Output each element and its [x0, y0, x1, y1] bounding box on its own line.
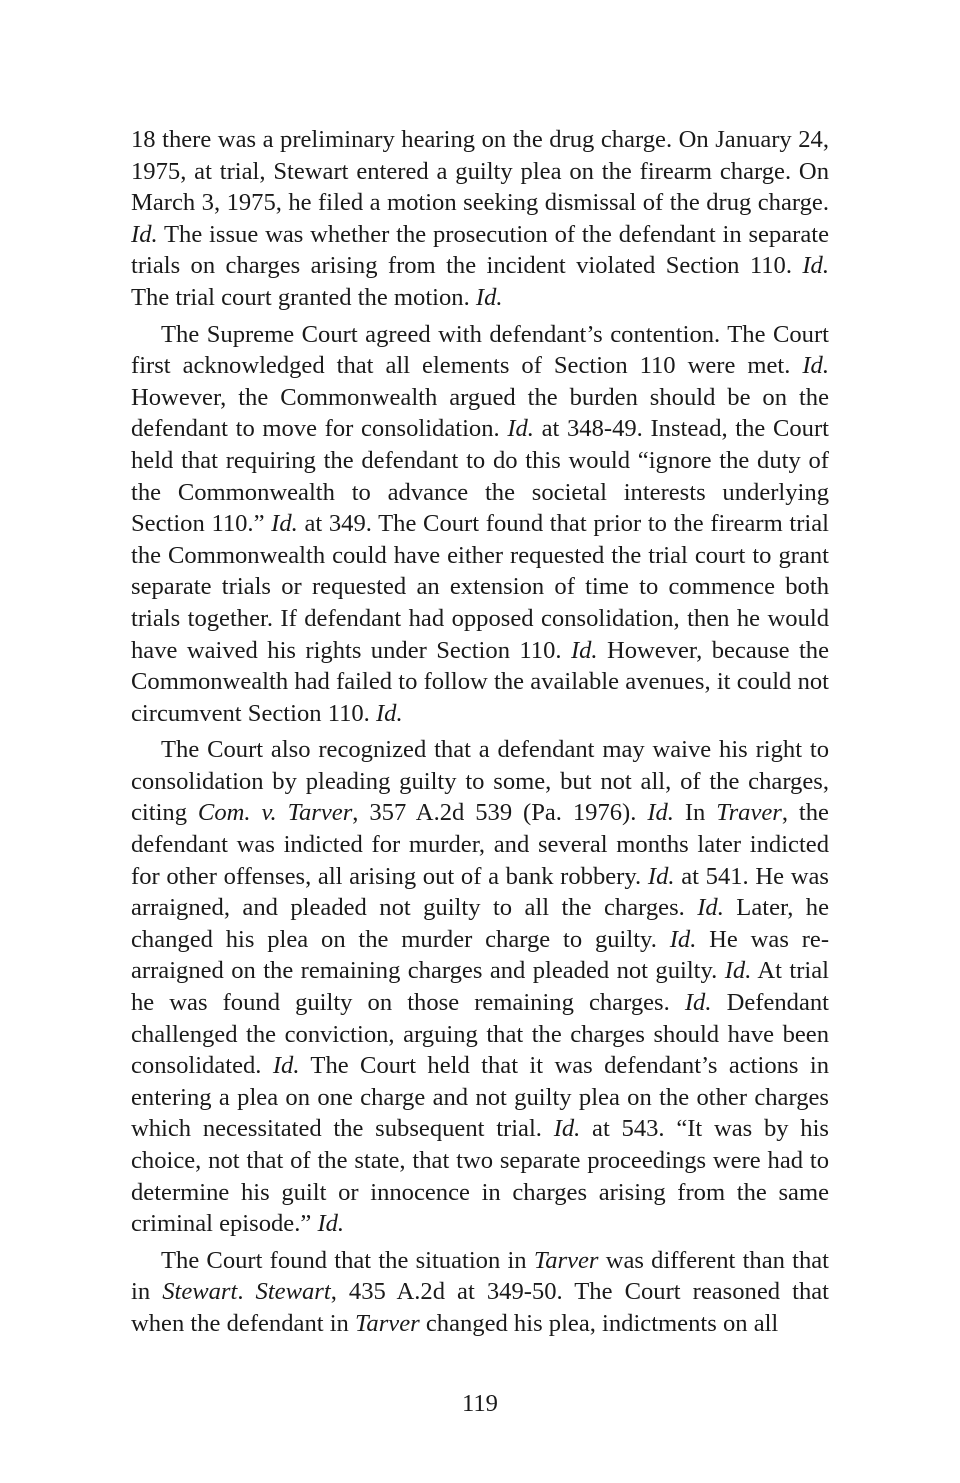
text-run: He was rearraigned on the remaining charges and pleaded not guilty.: [131, 925, 830, 985]
italic-citation: Id.: [802, 252, 829, 280]
paragraph-1: [131, 124, 829, 314]
text-run: At trial he was found guilty on those remaining charges.: [131, 957, 829, 1017]
italic-citation: Id.: [131, 220, 158, 248]
italic-citation: Id.: [802, 352, 829, 380]
text-run: changed his plea, indictments on all: [419, 1309, 779, 1337]
italic-citation: Id.: [507, 415, 534, 443]
italic-citation: Id.: [570, 636, 598, 664]
paragraph-2: [131, 319, 829, 730]
italic-citation: Traver: [716, 799, 782, 827]
text-run: However, because the Commonwealth had failed to follow the available avenues, it could not circumvent Section 110.: [131, 636, 829, 727]
italic-citation: Id.: [724, 957, 752, 985]
italic-citation: Id.: [272, 1052, 300, 1080]
page-body: [131, 124, 829, 1345]
italic-citation: Com. v. Tarver: [197, 799, 353, 827]
paragraph-4: [131, 1245, 829, 1340]
text-run: .: [237, 1278, 256, 1306]
italic-citation: Id.: [647, 799, 674, 827]
text-run: In: [673, 799, 717, 827]
text-run: The issue was whether the prosecution of the defendant in separate trials on charges arising from the incident violated Section 110.: [131, 220, 829, 280]
text-run: Later, he changed his plea on the murder charge to guilty.: [131, 894, 829, 953]
italic-citation: Id.: [553, 1115, 581, 1143]
text-run: at 543. “It was by his choice, not that of the state, that two separate proceedings were had to determine his guilt or innocence in charges arising from the same criminal episode.”: [131, 1115, 829, 1238]
text-run: Defendant challenged the conviction, arguing that the charges should have been consolidated.: [131, 989, 829, 1080]
text-run: However, the Commonwealth argued the burden should be on the defendant to move for consolidation.: [131, 383, 829, 443]
italic-citation: Id.: [669, 925, 697, 953]
text-run: , 357 A.2d 539 (Pa. 1976).: [352, 799, 648, 827]
italic-citation: Id.: [647, 862, 675, 890]
text-run: was different than that in: [131, 1246, 830, 1306]
text-run: , 435 A.2d at 349-50. The Court reasoned that when the defendant in: [131, 1278, 829, 1337]
text-run: The Court found that the situation in: [161, 1246, 534, 1274]
text-run: at 541. He was arraigned, and pleaded not guilty to all the charges.: [131, 862, 829, 922]
page-number: 119: [462, 1390, 498, 1417]
italic-citation: Id.: [317, 1210, 345, 1238]
text-run: , the defendant was indicted for murder, and several months later indicted for other offenses, all arising out of a bank robbery.: [131, 799, 829, 890]
text-run: The Court held that it was defendant’s actions in entering a plea on one charge and not guilty plea on the other charges which necessitated the subsequent trial.: [131, 1052, 830, 1143]
italic-citation: Tarver: [533, 1246, 599, 1274]
italic-citation: Id.: [271, 510, 298, 538]
text-run: 18 there was a preliminary hearing on the drug charge. On January 24, 1975, at trial, Stewart entered a guilty plea on the firearm charge. On March 3, 1975, he filed a motion seeking dismissal of the drug charge.: [131, 126, 829, 217]
text-run: The trial court granted the motion.: [131, 283, 476, 311]
italic-citation: Id.: [475, 283, 503, 311]
italic-citation: Stewart: [162, 1278, 238, 1306]
italic-citation: Id.: [697, 894, 724, 922]
text-run: The Court also recognized that a defendant may waive his right to consolidation by pleading guilty to some, but not all, of the charges, citing: [131, 736, 829, 827]
text-run: The Supreme Court agreed with defendant’s contention. The Court first acknowledged that all elements of Section 110 were met.: [131, 320, 829, 380]
text-run: at 348-49. Instead, the Court held that requiring the defendant to do this would “ignore the duty of the Commonwealth to advance the societal interests underlying Section 110.”: [131, 415, 829, 538]
italic-citation: Tarver: [355, 1309, 420, 1337]
italic-citation: Stewart: [255, 1278, 331, 1306]
text-run: at 349. The Court found that prior to the firearm trial the Commonwealth could have either requested the trial court to grant separate trials or requested an extension of time to commence both trials together. If defendant had opposed consolidation, then he would have waived his rights under Section 110.: [131, 510, 829, 664]
paragraph-3: [131, 734, 829, 1240]
italic-citation: Id.: [684, 989, 712, 1017]
italic-citation: Id.: [375, 699, 403, 727]
